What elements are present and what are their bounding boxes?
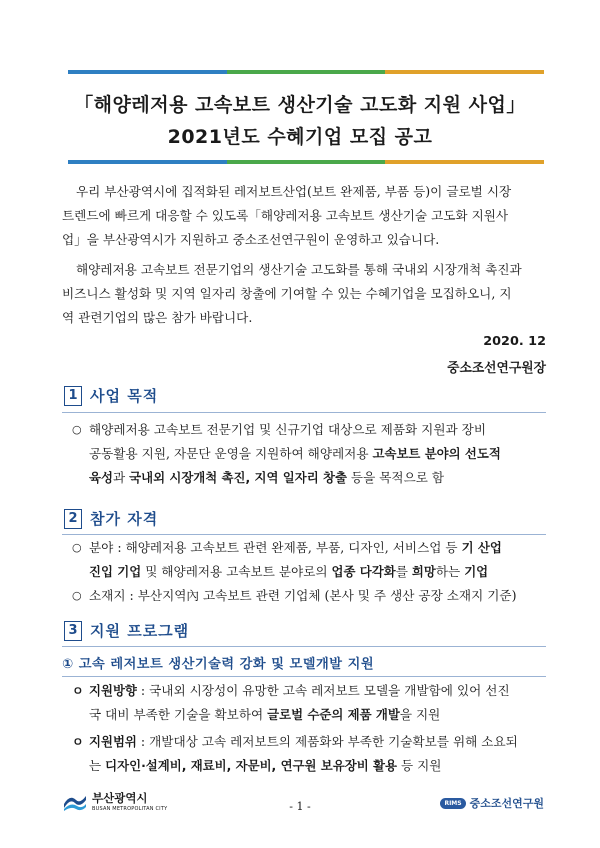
bullet-line bbox=[89, 730, 549, 754]
top-color-rule bbox=[68, 70, 544, 74]
section-divider bbox=[62, 412, 546, 413]
intro-paragraph-2 bbox=[62, 258, 546, 330]
section-title: 사업 목적 bbox=[90, 387, 159, 405]
body-text: 공동활용 지원, 자문단 운영을 지원하여 해양레저용 bbox=[89, 446, 373, 461]
announcement-subtitle: 2021년도 수혜기업 모집 공고 bbox=[167, 126, 433, 148]
body-text: : 개발대상 고속 레저보트의 제품화와 부족한 기술확보를 위해 소요되 bbox=[136, 734, 518, 749]
intro-p1-line: 우리 부산광역시에 집적화된 레저보트산업(보트 완제품, 부품 등)이 글로벌 시장 bbox=[76, 184, 512, 199]
intro-p1-line: 업」을 부산광역시가 지원하고 중소조선연구원이 운영하고 있습니다. bbox=[62, 232, 440, 247]
section-number-box: 1 bbox=[64, 386, 82, 406]
emphasis-text: 지원방향 bbox=[89, 683, 137, 698]
emphasis-text: 기업 bbox=[464, 564, 489, 579]
announcement-date: 2020. 12 bbox=[483, 334, 546, 349]
rims-logo-name: 중소조선연구원 bbox=[469, 797, 544, 810]
section-divider bbox=[62, 646, 546, 647]
emphasis-text: 국내외 시장개척 촉진, 지역 일자리 창출 bbox=[129, 470, 347, 485]
busan-emblem-icon bbox=[62, 790, 88, 812]
bottom-color-rule bbox=[68, 160, 544, 164]
bullet-line bbox=[89, 703, 549, 727]
body-text: 등을 목적으로 함 bbox=[346, 470, 445, 485]
circle-bullet-icon: ○ bbox=[72, 589, 82, 602]
emphasis-text: 업종 다각화 bbox=[331, 564, 396, 579]
emphasis-text: 기 산업 bbox=[461, 540, 502, 555]
emphasis-text: 육성 bbox=[89, 470, 113, 485]
circle-bullet-icon: ○ bbox=[72, 423, 82, 436]
bold-bullet-icon: ㅇ bbox=[72, 684, 84, 698]
body-text: : 국내외 시장성이 유망한 고속 레저보트 모델을 개발함에 있어 선진 bbox=[136, 683, 510, 698]
emphasis-text: 희망 bbox=[411, 564, 436, 579]
body-text: 하는 bbox=[435, 564, 465, 579]
rims-logo bbox=[440, 795, 544, 811]
section-divider bbox=[62, 534, 546, 535]
busan-logo-english: BUSAN METROPOLITAN CITY bbox=[92, 806, 168, 812]
body-text: 및 해양레저용 고속보트 분야로의 bbox=[141, 564, 332, 579]
emphasis-text: 지원범위 bbox=[89, 734, 137, 749]
body-text: 등 지원 bbox=[396, 758, 442, 773]
intro-p2-line: 비즈니스 활성화 및 지역 일자리 창출에 기여할 수 있는 수혜기업을 모집하오니, 지 bbox=[62, 286, 512, 301]
body-text: 를 bbox=[395, 564, 412, 579]
intro-paragraph-1 bbox=[62, 180, 546, 252]
section-title: 지원 프로그램 bbox=[90, 622, 190, 640]
emphasis-text: 디자인·설계비, 재료비, 자문비, 연구원 보유장비 활용 bbox=[105, 758, 397, 773]
bullet-line bbox=[89, 560, 549, 584]
announcement-title: 「해양레저용 고속보트 생산기술 고도화 지원 사업」 bbox=[74, 94, 526, 116]
bullet-line bbox=[89, 418, 549, 442]
emphasis-text: 진입 기업 bbox=[89, 564, 142, 579]
issuing-organization: 중소조선연구원장 bbox=[447, 361, 546, 376]
body-text: 과 bbox=[112, 470, 130, 485]
section-2-heading bbox=[64, 508, 158, 529]
bullet-text bbox=[89, 679, 549, 727]
body-text: 소재지 : 부산지역內 고속보트 관련 기업체 (본사 및 주 생산 공장 소재지 기준) bbox=[89, 588, 517, 603]
intro-p2-line: 역 관련기업의 많은 참가 바랍니다. bbox=[62, 310, 253, 325]
busan-city-logo bbox=[62, 790, 167, 812]
section-number-box: 2 bbox=[64, 509, 82, 529]
bullet-text bbox=[89, 536, 549, 584]
bullet-line bbox=[89, 584, 549, 608]
body-text: 을 지원 bbox=[399, 707, 441, 722]
section-1-heading bbox=[64, 385, 158, 406]
body-text: 국 대비 부족한 기술을 확보하여 bbox=[89, 707, 268, 722]
intro-p2-line: 해양레저용 고속보트 전문기업의 생산기술 고도화를 통해 국내외 시장개척 촉진과 bbox=[76, 262, 522, 277]
bullet-line bbox=[89, 679, 549, 703]
bold-bullet-icon: ㅇ bbox=[72, 735, 84, 749]
program-subheading: ① 고속 레저보트 생산기술력 강화 및 모델개발 지원 bbox=[62, 657, 375, 672]
body-text: 해양레저용 고속보트 전문기업 및 신규기업 대상으로 제품화 지원과 장비 bbox=[89, 422, 486, 437]
bullet-text bbox=[89, 730, 549, 778]
section-title: 참가 자격 bbox=[90, 510, 159, 528]
rims-badge-icon: RIMS bbox=[440, 798, 465, 809]
page-number: - 1 - bbox=[289, 800, 311, 813]
bullet-line bbox=[89, 754, 549, 778]
emphasis-text: 글로벌 수준의 제품 개발 bbox=[267, 707, 400, 722]
bullet-line bbox=[89, 442, 549, 466]
emphasis-text: 고속보트 분야의 선도적 bbox=[372, 446, 501, 461]
subheading-divider bbox=[62, 676, 546, 677]
bullet-line bbox=[89, 466, 549, 490]
circle-bullet-icon: ○ bbox=[72, 541, 82, 554]
bullet-line bbox=[89, 536, 549, 560]
body-text: 분야 : 해양레저용 고속보트 관련 완제품, 부품, 디자인, 서비스업 등 bbox=[89, 540, 462, 555]
busan-logo-name: 부산광역시 bbox=[92, 791, 148, 805]
section-3-heading bbox=[64, 620, 189, 641]
section-number-box: 3 bbox=[64, 621, 82, 641]
bullet-text bbox=[89, 584, 549, 608]
intro-p1-line: 트렌드에 빠르게 대응할 수 있도록「해양레저용 고속보트 생산기술 고도화 지원사 bbox=[62, 208, 509, 223]
bullet-text bbox=[89, 418, 549, 490]
body-text: 는 bbox=[89, 758, 106, 773]
